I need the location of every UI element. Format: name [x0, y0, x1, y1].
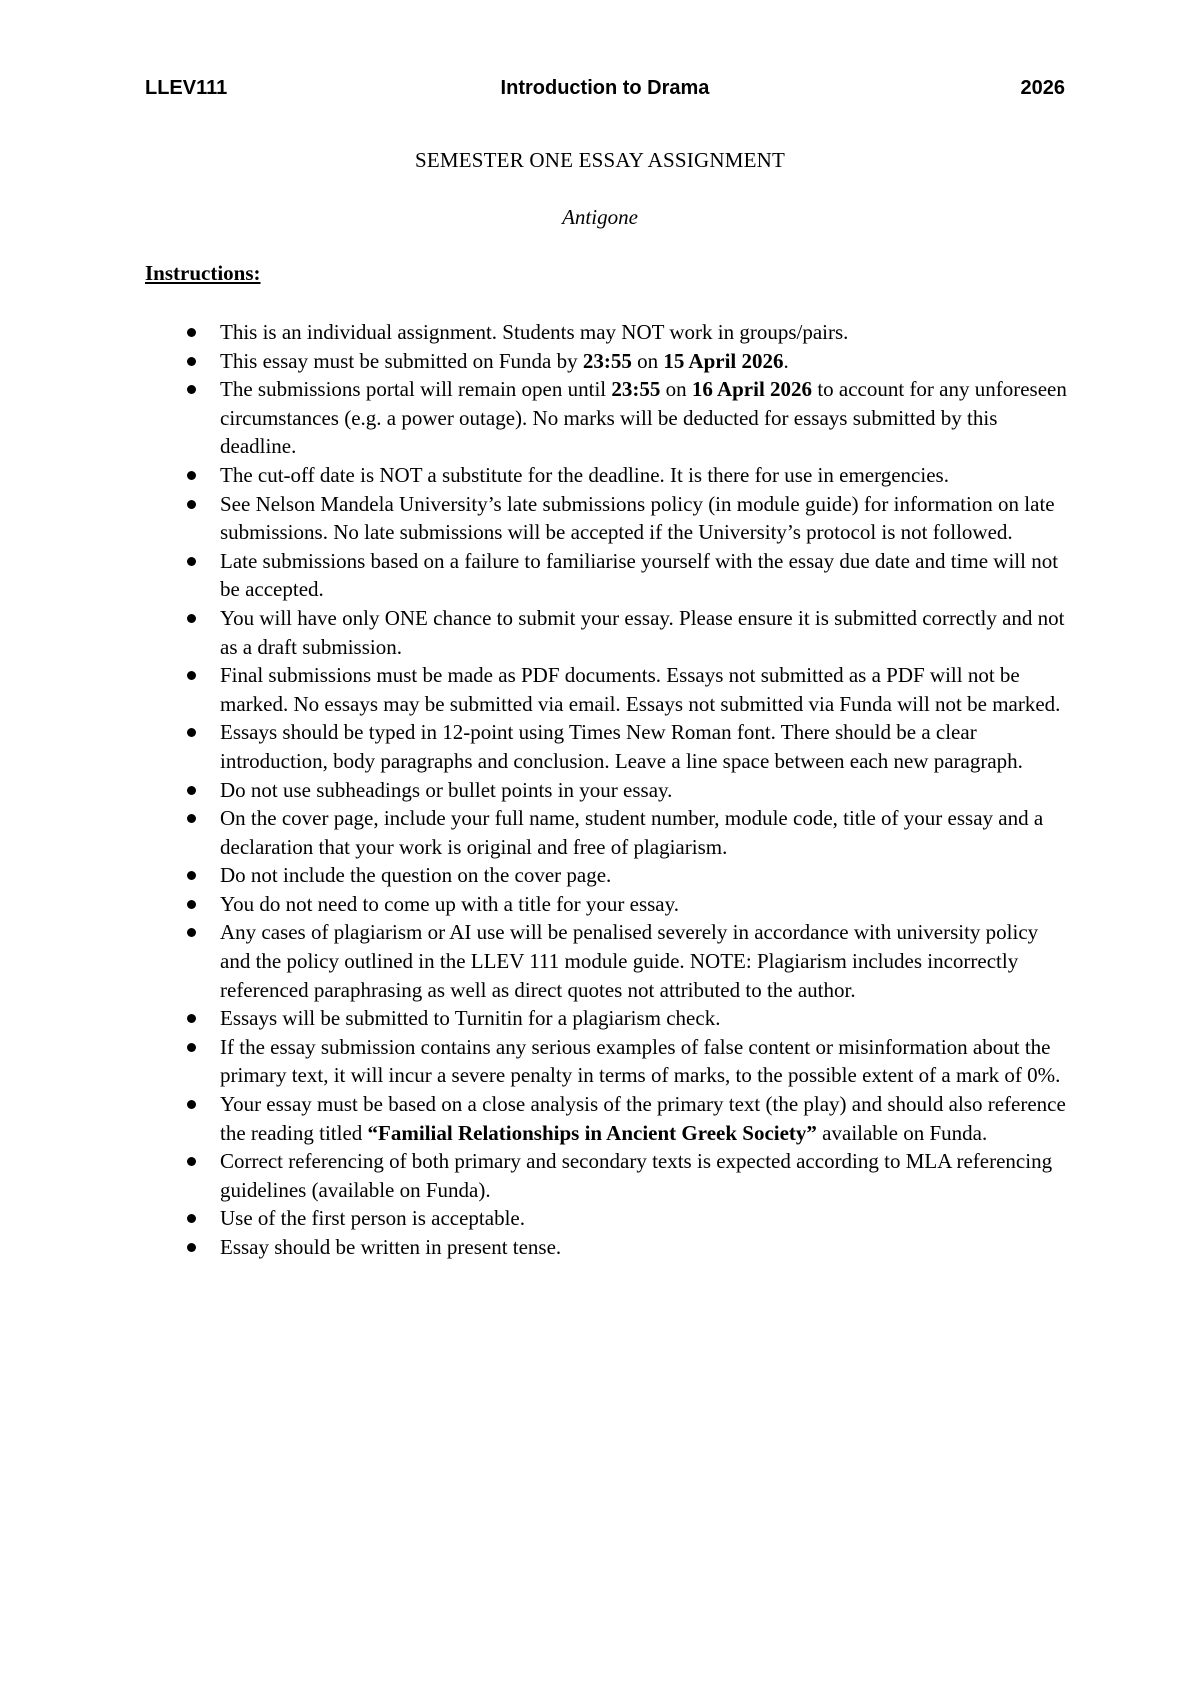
- list-item-text: [220, 1035, 1060, 1088]
- list-item: [145, 547, 1070, 604]
- text-segment: This essay must be submitted on Funda by: [220, 348, 583, 373]
- text-segment: on: [660, 377, 692, 402]
- bullet-icon: [187, 1100, 196, 1109]
- text-segment: Your essay must be based on a close analysis of the primary text (the play) and should also reference the reading titled: [220, 1092, 1066, 1145]
- bullet-icon: [187, 614, 196, 623]
- text-segment: Any cases of plagiarism or AI use will be penalised severely in accordance with university policy and the policy outlined in the LLEV 111 module guide. NOTE: Plagiarism includes incorrectly referenced paraphrasing as well as direct quotes not attributed to the author.: [220, 920, 1039, 1002]
- emphasis-text: 15 April 2026: [663, 348, 784, 373]
- text-segment: You will have only ONE chance to submit your essay. Please ensure it is submitted correctly and not as a draft submission.: [220, 605, 1065, 659]
- text-segment: Late submissions based on a failure to familiarise yourself with the essay due date and time will not be accepted.: [220, 548, 1059, 602]
- list-item: [145, 804, 1070, 861]
- text-segment: Final submissions must be made as PDF documents. Essays not submitted as a PDF will not be marked. No essays may be submitted via email. Essays not submitted via Funda will not be marked.: [220, 663, 1061, 716]
- list-item: [145, 890, 1070, 919]
- list-item-text: [220, 320, 848, 344]
- list-item-text: [220, 377, 1067, 458]
- bullet-icon: [187, 557, 196, 566]
- bullet-icon: [187, 471, 196, 480]
- list-item-text: [220, 1206, 525, 1230]
- text-segment: Do not use subheadings or bullet points in your essay.: [220, 777, 673, 802]
- emphasis-text: 23:55: [582, 348, 632, 373]
- list-item: [145, 1090, 1070, 1147]
- text-segment: Do not include the question on the cover page.: [220, 863, 612, 888]
- bullet-icon: [187, 1014, 196, 1023]
- text-segment: .: [783, 348, 789, 373]
- bullet-icon: [187, 1214, 196, 1223]
- list-item: [145, 604, 1070, 661]
- text-segment: On the cover page, include your full name, student number, module code, title of your essay and a declaration that your work is original and free of plagiarism.: [220, 806, 1044, 859]
- list-item-text: [220, 920, 1038, 1001]
- list-item: [145, 661, 1070, 718]
- list-item: [145, 918, 1070, 1004]
- list-item-text: [220, 349, 789, 373]
- list-item: [145, 776, 1070, 805]
- text-segment: Essay should be written in present tense.: [220, 1235, 562, 1259]
- bullet-icon: [187, 385, 196, 394]
- list-item: [145, 375, 1070, 461]
- text-segment: to account for any unforeseen circumstances (e.g. a power outage). No marks will be deducted for essays submitted by this deadline.: [220, 377, 1067, 459]
- list-item-text: [220, 778, 672, 802]
- header-course-code: LLEV111: [145, 77, 228, 99]
- bullet-icon: [187, 814, 196, 823]
- document-title: SEMESTER ONE ESSAY ASSIGNMENT: [414, 148, 786, 172]
- list-item-text: [220, 892, 679, 916]
- text-segment: on: [631, 348, 664, 373]
- list-item: [145, 718, 1070, 775]
- list-item: [145, 461, 1070, 490]
- list-item-text: [220, 463, 949, 487]
- list-item: [145, 1004, 1070, 1033]
- bullet-icon: [187, 786, 196, 795]
- bullet-icon: [187, 1043, 196, 1052]
- text-segment: Correct referencing of both primary and secondary texts is expected according to MLA referencing guidelines (available on Funda).: [220, 1149, 1053, 1202]
- bullet-icon: [187, 928, 196, 937]
- list-item: [145, 318, 1070, 347]
- list-item-text: [220, 492, 1055, 545]
- text-segment: Essays should be typed in 12-point using Times New Roman font. There should be a clear introduction, body paragraphs and conclusion. Leave a line space between each new paragraph.: [220, 720, 1023, 773]
- text-segment: If the essay submission contains any serious examples of false content or misinformation about the primary text, it will incur a severe penalty in terms of marks, to the possible extent of a mark of 0%.: [220, 1034, 1061, 1088]
- emphasis-text: 23:55: [611, 377, 661, 402]
- list-item: [145, 1147, 1070, 1204]
- bullet-icon: [187, 871, 196, 880]
- list-item-text: [220, 1235, 561, 1259]
- bullet-icon: [187, 1243, 196, 1252]
- header-course-title: Introduction to Drama: [500, 77, 710, 99]
- text-segment: See Nelson Mandela University’s late submissions policy (in module guide) for information on late submissions. No late submissions will be accepted if the University’s protocol is not followed.: [220, 491, 1055, 545]
- list-item-text: [220, 1006, 720, 1030]
- list-item: [145, 1204, 1070, 1233]
- document-subtitle: Antigone: [562, 205, 638, 229]
- header-year: 2026: [1020, 77, 1065, 99]
- text-segment: This is an individual assignment. Students may NOT work in groups/pairs.: [220, 320, 849, 344]
- bullet-icon: [187, 500, 196, 509]
- bullet-icon: [187, 1157, 196, 1166]
- emphasis-text: “Familial Relationships in Ancient Greek Society”: [367, 1120, 817, 1145]
- list-item-text: [220, 720, 1023, 773]
- instructions-heading: Instructions:: [145, 261, 261, 285]
- instructions-list: [145, 318, 1070, 1262]
- bullet-icon: [187, 728, 196, 737]
- bullet-icon: [187, 671, 196, 680]
- list-item-text: [220, 806, 1043, 859]
- list-item: [145, 1033, 1070, 1090]
- list-item-text: [220, 606, 1065, 659]
- list-item: [145, 861, 1070, 890]
- list-item-text: [220, 1092, 1066, 1145]
- list-item-text: [220, 549, 1058, 602]
- bullet-icon: [187, 357, 196, 366]
- emphasis-text: 16 April 2026: [691, 377, 813, 402]
- text-segment: available on Funda.: [816, 1120, 988, 1145]
- bullet-icon: [187, 900, 196, 909]
- list-item-text: [220, 663, 1060, 716]
- text-segment: Use of the first person is acceptable.: [220, 1206, 525, 1231]
- text-segment: The cut-off date is NOT a substitute for the deadline. It is there for use in emergencies.: [220, 462, 949, 487]
- text-segment: The submissions portal will remain open until: [220, 377, 612, 402]
- list-item: [145, 347, 1070, 376]
- list-item: [145, 490, 1070, 547]
- text-segment: Essays will be submitted to Turnitin for a plagiarism check.: [220, 1006, 721, 1031]
- page-header: [145, 72, 1065, 104]
- list-item-text: [220, 1149, 1052, 1202]
- text-segment: You do not need to come up with a title for your essay.: [220, 891, 680, 916]
- list-item-text: [220, 863, 611, 887]
- bullet-icon: [187, 328, 196, 337]
- list-item: [145, 1233, 1070, 1262]
